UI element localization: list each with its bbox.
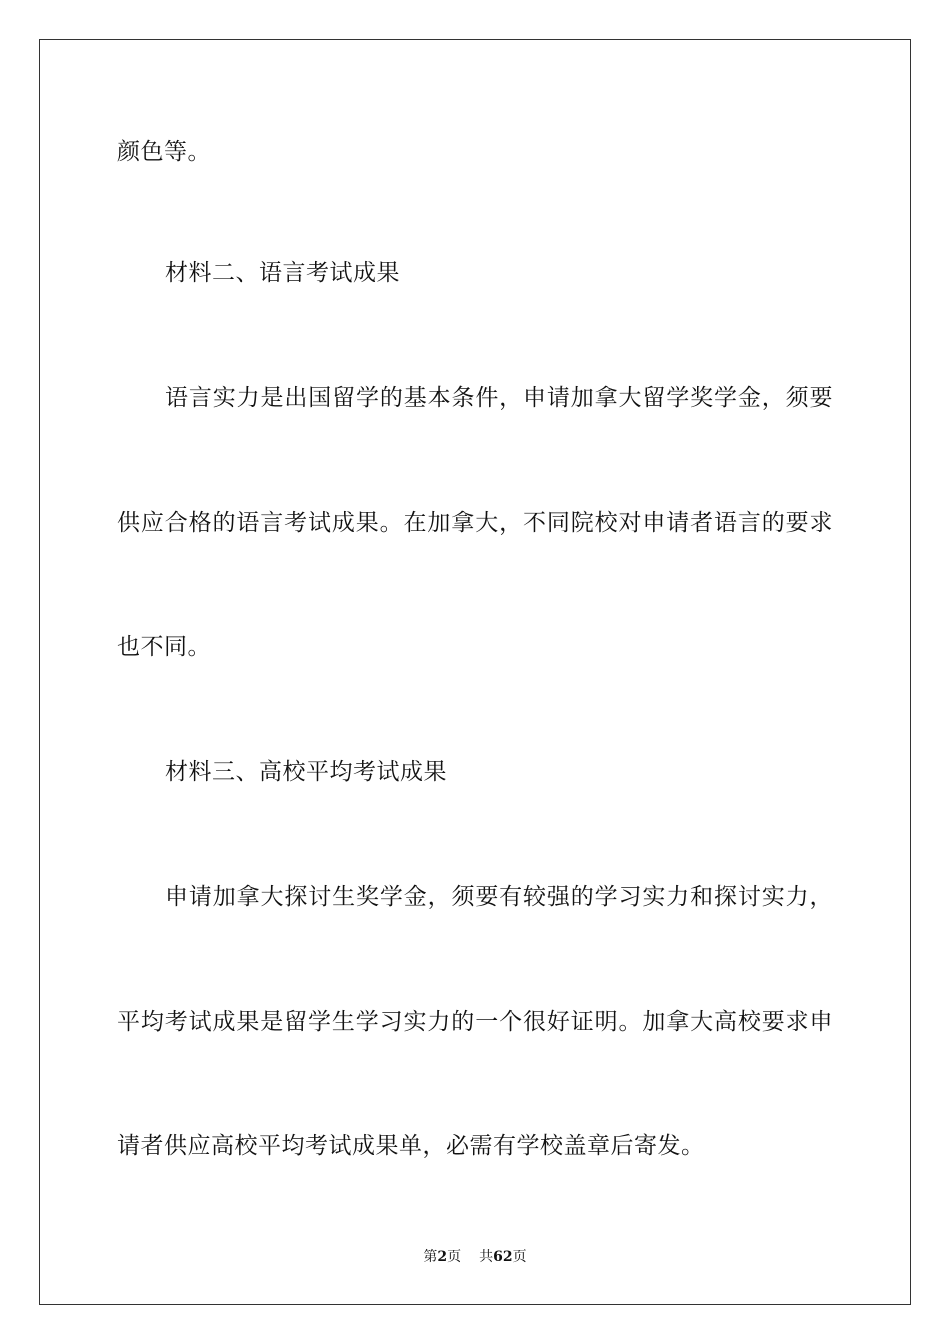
section-heading-3: 材料三、高校平均考试成果 <box>165 759 447 785</box>
paragraph-line-8: 平均考试成果是留学生学习实力的一个很好证明。加拿大高校要求申 <box>117 1009 833 1035</box>
page-suffix: 页 <box>447 1249 462 1265</box>
paragraph-line-5: 也不同。 <box>117 634 211 660</box>
section-heading-2: 材料二、语言考试成果 <box>165 260 400 286</box>
paragraph-line-7: 申请加拿大探讨生奖学金，须要有较强的学习实力和探讨实力， <box>165 884 833 910</box>
page-footer <box>0 1248 950 1266</box>
paragraph-line-4: 供应合格的语言考试成果。在加拿大，不同院校对申请者语言的要求 <box>117 510 833 536</box>
page-border <box>39 39 911 1305</box>
paragraph-line-1: 颜色等。 <box>117 139 211 165</box>
page-number: 2 <box>437 1249 448 1265</box>
total-pages: 62 <box>493 1249 513 1265</box>
paragraph-line-3: 语言实力是出国留学的基本条件，申请加拿大留学奖学金，须要 <box>165 385 833 411</box>
total-prefix: 共 <box>479 1249 494 1265</box>
total-suffix: 页 <box>512 1249 527 1265</box>
paragraph-line-9: 请者供应高校平均考试成果单，必需有学校盖章后寄发。 <box>117 1133 705 1159</box>
page-prefix: 第 <box>423 1249 438 1265</box>
